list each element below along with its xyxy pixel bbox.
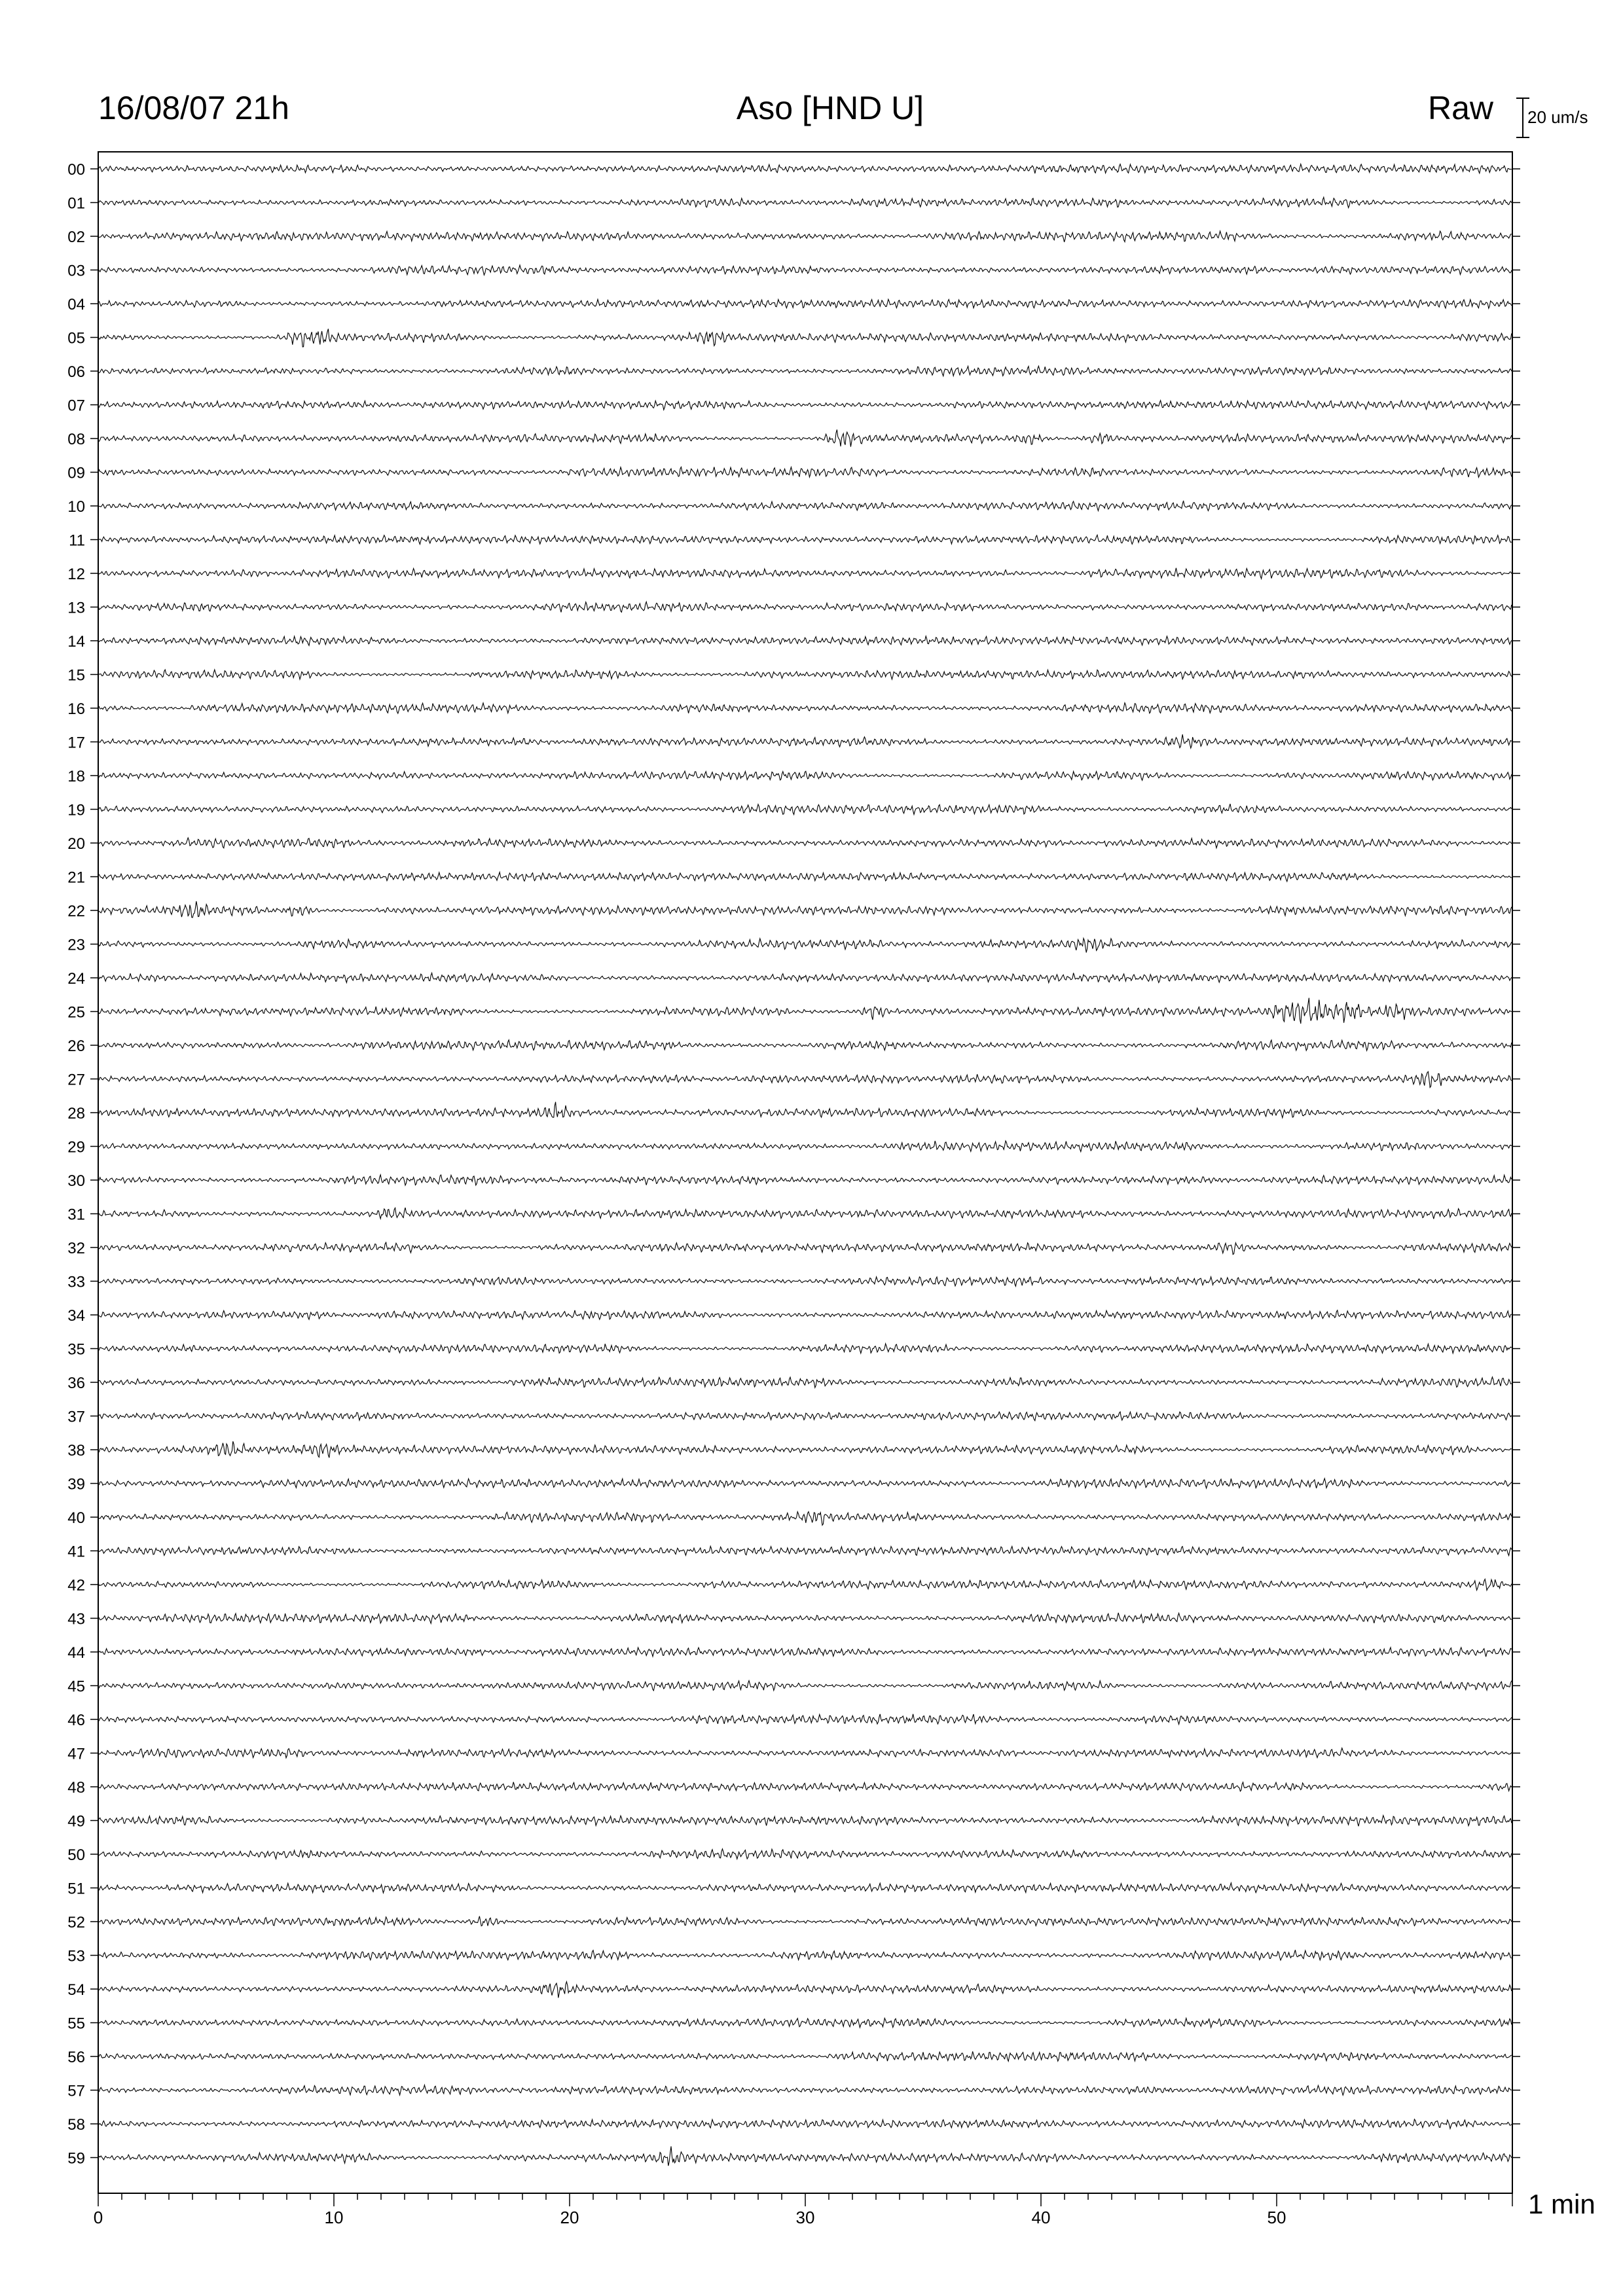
trace-row-44	[98, 1647, 1512, 1657]
row-label: 30	[67, 1172, 85, 1190]
x-axis	[94, 2193, 1512, 2227]
trace-row-52	[98, 1916, 1512, 1926]
trace-row-04	[98, 299, 1512, 308]
trace-row-26	[98, 1040, 1512, 1050]
trace-row-27	[98, 1071, 1512, 1087]
row-label: 21	[67, 869, 85, 887]
row-label: 31	[67, 1206, 85, 1224]
row-label: 54	[67, 1981, 85, 1999]
row-label: 46	[67, 1712, 85, 1729]
trace-row-43	[98, 1613, 1512, 1623]
row-label: 01	[67, 194, 85, 213]
trace-row-32	[98, 1242, 1512, 1254]
trace-row-42	[98, 1579, 1512, 1590]
trace-row-12	[98, 568, 1512, 579]
trace-row-23	[98, 939, 1512, 953]
trace-row-02	[98, 231, 1512, 242]
row-label: 15	[67, 666, 85, 685]
row-label: 35	[67, 1340, 85, 1359]
row-label: 20	[67, 835, 85, 853]
trace-row-46	[98, 1714, 1512, 1725]
trace-row-39	[98, 1479, 1512, 1488]
row-label: 48	[67, 1779, 85, 1797]
row-label: 39	[67, 1475, 85, 1494]
trace-row-45	[98, 1681, 1512, 1691]
mode-label: Raw	[1427, 90, 1493, 126]
row-label: 38	[67, 1442, 85, 1460]
trace-row-38	[98, 1441, 1512, 1458]
trace-row-10	[98, 501, 1512, 511]
trace-row-47	[98, 1748, 1512, 1758]
row-label: 12	[67, 565, 85, 583]
trace-row-55	[98, 2018, 1512, 2028]
row-label: 26	[67, 1037, 85, 1055]
x-axis-unit-label: 1 min	[1528, 2189, 1596, 2219]
trace-row-01	[98, 197, 1512, 207]
trace-row-33	[98, 1277, 1512, 1286]
row-label: 23	[67, 936, 85, 954]
row-label: 09	[67, 464, 85, 482]
row-label: 56	[67, 2049, 85, 2066]
row-label: 24	[67, 970, 85, 988]
trace-row-30	[98, 1175, 1512, 1185]
trace-row-41	[98, 1547, 1512, 1556]
x-tick-label: 50	[1267, 2208, 1286, 2227]
trace-row-15	[98, 670, 1512, 679]
trace-row-00	[98, 164, 1512, 173]
row-label: 11	[69, 531, 85, 550]
trace-row-17	[98, 734, 1512, 748]
row-label: 18	[67, 768, 85, 785]
row-label: 16	[67, 700, 85, 718]
trace-row-40	[98, 1512, 1512, 1526]
trace-row-37	[98, 1412, 1512, 1421]
trace-row-36	[98, 1377, 1512, 1388]
row-label: 22	[67, 903, 85, 920]
trace-row-50	[98, 1849, 1512, 1859]
row-label: 29	[67, 1138, 85, 1157]
trace-row-57	[98, 2085, 1512, 2096]
trace-row-07	[98, 401, 1512, 410]
row-label: 49	[67, 1812, 85, 1831]
seismic-traces	[98, 164, 1512, 2166]
row-labels	[67, 161, 85, 2168]
row-label: 17	[67, 734, 85, 752]
trace-row-24	[98, 973, 1512, 983]
x-tick-label: 10	[324, 2208, 344, 2227]
row-label: 50	[67, 1846, 85, 1864]
trace-row-08	[98, 429, 1512, 446]
row-label: 43	[67, 1610, 85, 1628]
trace-row-31	[98, 1208, 1512, 1219]
row-label: 59	[67, 2149, 85, 2168]
row-label: 27	[67, 1071, 85, 1089]
row-label: 42	[67, 1577, 85, 1594]
chart-title: Aso [HND U]	[736, 90, 924, 126]
row-label: 19	[67, 801, 85, 819]
row-label: 33	[67, 1273, 85, 1291]
row-label: 44	[67, 1644, 85, 1662]
trace-row-35	[98, 1344, 1512, 1354]
trace-row-54	[98, 1982, 1512, 1998]
x-tick-label: 0	[93, 2208, 103, 2227]
row-label: 55	[67, 2015, 85, 2033]
row-label: 14	[67, 633, 85, 651]
trace-row-18	[98, 771, 1512, 780]
trace-row-03	[98, 265, 1512, 275]
trace-row-21	[98, 872, 1512, 882]
trace-row-29	[98, 1141, 1512, 1152]
row-label: 06	[67, 363, 85, 381]
row-label: 13	[67, 599, 85, 617]
trace-row-13	[98, 602, 1512, 613]
row-label: 28	[67, 1105, 85, 1122]
row-label: 45	[67, 1677, 85, 1696]
trace-row-09	[98, 467, 1512, 478]
row-label: 25	[67, 1003, 85, 1022]
trace-row-20	[98, 838, 1512, 848]
row-label: 52	[67, 1914, 85, 1931]
row-label: 04	[67, 296, 85, 314]
x-tick-label: 20	[560, 2208, 579, 2227]
trace-row-56	[98, 2051, 1512, 2061]
trace-row-53	[98, 1950, 1512, 1960]
trace-row-51	[98, 1883, 1512, 1893]
scale-bar-label: 20 um/s	[1527, 107, 1588, 127]
row-label: 08	[67, 431, 85, 448]
trace-row-49	[98, 1816, 1512, 1826]
row-label: 47	[67, 1745, 85, 1763]
row-label: 36	[67, 1374, 85, 1392]
trace-row-11	[98, 535, 1512, 544]
row-label: 05	[67, 329, 85, 348]
trace-row-28	[98, 1102, 1512, 1118]
row-label: 51	[67, 1880, 85, 1898]
x-tick-label: 40	[1031, 2208, 1051, 2227]
row-label: 58	[67, 2116, 85, 2134]
row-label: 10	[67, 498, 85, 516]
row-label: 53	[67, 1947, 85, 1965]
row-label: 32	[67, 1240, 85, 1257]
row-label: 00	[67, 161, 85, 179]
row-label: 37	[67, 1408, 85, 1426]
row-label: 07	[67, 397, 85, 415]
trace-row-59	[98, 2146, 1512, 2166]
row-label: 02	[67, 228, 85, 246]
x-tick-label: 30	[795, 2208, 815, 2227]
trace-row-34	[98, 1310, 1512, 1319]
trace-row-06	[98, 366, 1512, 376]
trace-row-16	[98, 703, 1512, 713]
row-ticks	[90, 169, 1520, 2158]
row-label: 57	[67, 2082, 85, 2100]
row-label: 03	[67, 262, 85, 280]
row-label: 40	[67, 1509, 85, 1527]
row-label: 41	[67, 1543, 85, 1561]
trace-row-58	[98, 2119, 1512, 2128]
trace-row-05	[98, 329, 1512, 347]
trace-row-48	[98, 1782, 1512, 1791]
trace-row-14	[98, 636, 1512, 645]
trace-row-19	[98, 804, 1512, 814]
trace-row-25	[98, 998, 1512, 1024]
date-label: 16/08/07 21h	[98, 90, 289, 126]
row-label: 34	[67, 1307, 85, 1325]
trace-row-22	[98, 901, 1512, 918]
